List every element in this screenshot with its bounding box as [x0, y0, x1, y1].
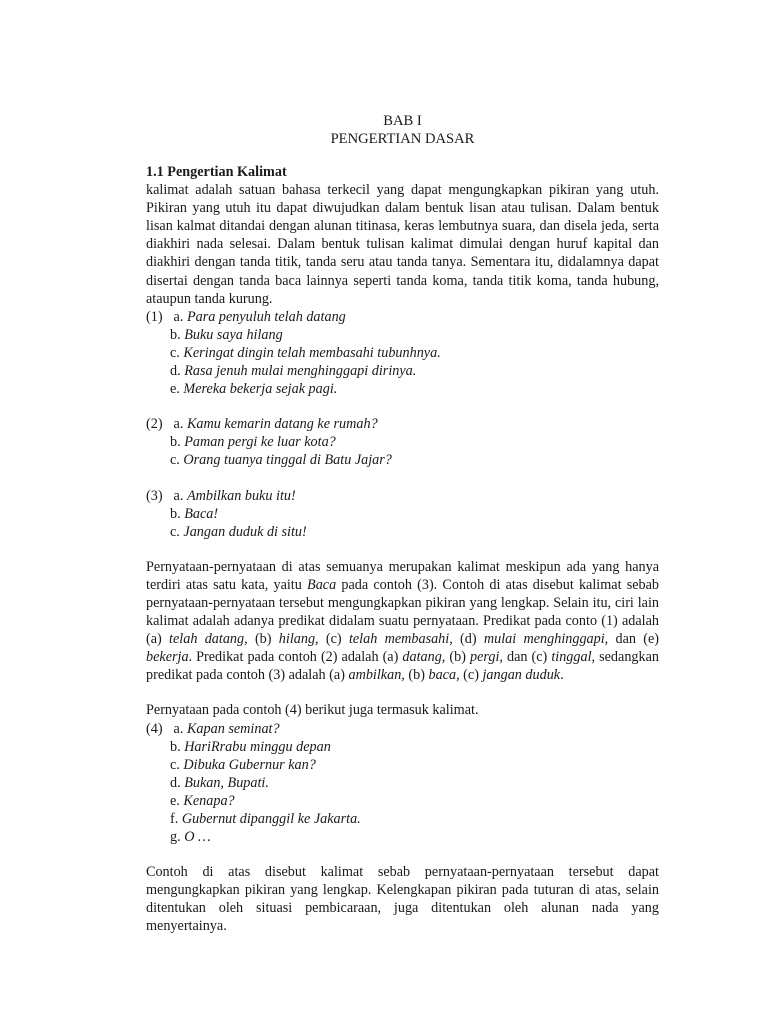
example-letter: e.: [170, 792, 180, 809]
example-number: (3): [146, 487, 163, 504]
example-letter: a.: [173, 487, 184, 504]
example-letter: c.: [170, 452, 180, 469]
example-letter: e.: [170, 381, 180, 398]
example-item: [146, 308, 659, 326]
example-item: [146, 523, 659, 541]
example-letter: d.: [170, 363, 181, 380]
example-text: Paman pergi ke luar kota?: [184, 434, 336, 451]
example-item: [146, 810, 659, 828]
example-letter: b.: [170, 738, 181, 755]
example-item: [146, 756, 659, 774]
example-letter: b.: [170, 505, 181, 522]
example-text: Buku saya hilang: [184, 326, 283, 343]
example-letter: f.: [170, 811, 179, 827]
example-text: Bukan, Bupati.: [184, 774, 269, 791]
example-item: [146, 433, 659, 451]
chapter-title: PENGERTIAN DASAR: [330, 131, 475, 147]
example-item: [146, 344, 659, 362]
chapter-label: BAB I: [383, 113, 422, 129]
example-item: [146, 487, 659, 505]
example-number: (2): [146, 416, 163, 433]
example-text: Mereka bekerja sejak pagi.: [183, 381, 338, 398]
example-text: Para penyuluh telah datang: [186, 308, 346, 325]
example-item: [146, 326, 659, 344]
paragraph-definition: kalimat adalah satuan bahasa terkecil yang dapat mengungkapkan pikiran yang utuh. Pikiran yang utuh itu dapat diwujudkan dalam bentuk lisan atau tulisan. Dalam bentuk lisan kalmat ditandai dengan alunan titinasa, keras lembutnya suara, dan disela jeda, serta diakhiri nada selesai. Dalam bentuk tulisan kalimat dimulai dengan huruf kapital dan diakhiri dengan tanda titik, tanda seru atau tanda tanya. Sementara itu, didalamnya dapat disertai dengan tanda baca lainnya seperti tanda koma, tanda titik koma, tanda hubung, ataupun tanda kurung.: [146, 182, 659, 307]
example-item: [146, 362, 659, 380]
example-letter: b.: [170, 326, 181, 343]
example-text: Ambilkan buku itu!: [186, 487, 296, 504]
example-letter: a.: [173, 308, 184, 325]
example-text: Keringat dingin telah membasahi tubunhnya.: [183, 344, 441, 361]
example-number: (4): [146, 720, 163, 737]
example-text: Baca!: [184, 505, 219, 522]
example-item: [146, 792, 659, 810]
example-text: O …: [184, 829, 211, 846]
example-letter: c.: [170, 344, 180, 361]
example-item: [146, 720, 659, 738]
paragraph-explanation: Pernyataan-pernyataan di atas semuanya merupakan kalimat meskipun ada yang hanya terdiri atas satu kata, yaitu Baca pada contoh (3). Contoh di atas disebut kalimat sebab pernyataan-pernyataan tersebut mengungkapkan pikiran yang lengkap. Selain itu, ciri lain kalimat adalah adanya predikat didalam suatu pernyataan. Predikat pada conto (1) adalah (a) telah datang, (b) hilang, (c) telah membasahi, (d) mulai menghinggapi, dan (e) bekerja. Predikat pada contoh (2) adalah (a) datang, (b) pergi, dan (c) tinggal, sedangkan predikat pada contoh (3) adalah (a) ambilkan, (b) baca, (c) jangan duduk.: [146, 558, 660, 684]
example-item: [146, 828, 659, 846]
paragraph-intro-4: Pernyataan pada contoh (4) berikut juga termasuk kalimat.: [146, 702, 479, 719]
example-text: HariRrabu minggu depan: [184, 738, 331, 755]
example-letter: a.: [173, 416, 184, 433]
example-item: [146, 774, 659, 792]
example-text: Kenapa?: [183, 792, 235, 809]
example-letter: c.: [170, 523, 180, 540]
example-text: Rasa jenuh mulai menghinggapi dirinya.: [184, 363, 417, 380]
example-item: [146, 738, 659, 756]
example-number: (1): [146, 308, 163, 325]
example-item: [146, 380, 659, 398]
example-group-3: [146, 487, 659, 541]
example-text: Gubernut dipanggil ke Jakarta.: [181, 811, 361, 827]
section-title: 1.1 Pengertian Kalimat: [146, 164, 287, 180]
example-text: Kapan seminat?: [186, 720, 280, 737]
example-item: [146, 451, 659, 469]
paragraph-conclusion: Contoh di atas disebut kalimat sebab pernyataan-pernyataan tersebut dapat mengungkapkan pikiran yang lengkap. Kelengkapan pikiran pada tuturan di atas, selain ditentukan oleh situasi pembicaraan, juga ditentukan oleh alunan nada yang menyertainya.: [146, 864, 659, 935]
example-letter: c.: [170, 756, 180, 773]
example-group-2: [146, 415, 659, 469]
example-group-4: [146, 720, 659, 847]
example-item: [146, 505, 659, 523]
document-page: [146, 112, 659, 936]
example-item: [146, 415, 659, 433]
example-letter: d.: [170, 774, 181, 791]
example-group-1: [146, 308, 659, 398]
example-text: Orang tuanya tinggal di Batu Jajar?: [183, 452, 392, 469]
example-text: Jangan duduk di situ!: [183, 523, 307, 540]
example-letter: b.: [170, 434, 181, 451]
example-text: Kamu kemarin datang ke rumah?: [186, 416, 378, 433]
example-text: Dibuka Gubernur kan?: [183, 756, 316, 773]
example-letter: a.: [173, 720, 184, 737]
example-letter: g.: [170, 829, 181, 846]
